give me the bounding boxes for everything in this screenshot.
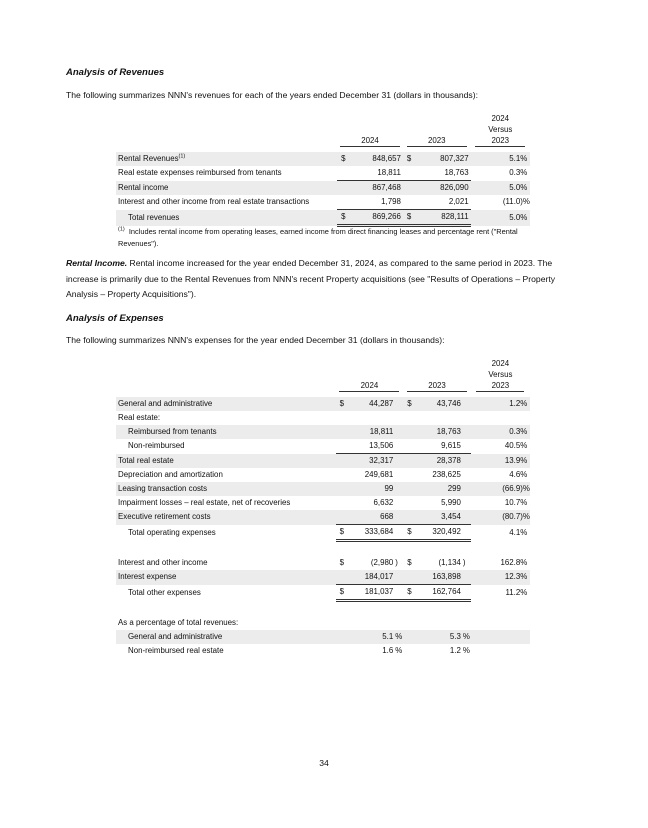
table-row <box>116 570 530 585</box>
table-row <box>116 482 530 496</box>
pct-suffix: % <box>520 587 528 597</box>
dollar-sign <box>336 616 350 630</box>
value-2023: 28,378 <box>417 454 463 469</box>
value-2024-suffix <box>395 425 403 439</box>
row-label: Real estate: <box>118 413 161 422</box>
change-pct <box>471 616 520 630</box>
row-label: Non-reimbursed real estate <box>128 646 224 655</box>
dollar-sign: $ <box>337 152 351 166</box>
value-2024 <box>350 616 396 630</box>
dollar-sign <box>403 570 417 585</box>
value-2023-suffix <box>463 510 471 525</box>
dollar-sign <box>336 570 350 585</box>
value-2023 <box>417 411 463 425</box>
value-2024: 848,657 <box>351 152 403 166</box>
value-2023: 3,454 <box>417 510 463 525</box>
pct-suffix: % <box>520 454 530 469</box>
change-pct: 5.0 <box>471 181 521 196</box>
value-2023-suffix <box>463 454 471 469</box>
value-2024-suffix <box>395 468 403 482</box>
value-2024: 184,017 <box>350 570 396 585</box>
dollar-sign: $ <box>336 525 350 541</box>
row-label: Total operating expenses <box>128 527 216 537</box>
value-2024-suffix <box>395 570 403 585</box>
pct-suffix: )% <box>520 197 530 207</box>
dollar-sign <box>336 468 350 482</box>
dollar-sign <box>403 454 417 469</box>
rev-header-change-1: 2024 <box>491 114 510 123</box>
pct-suffix: % <box>520 470 528 479</box>
revenues-footnote <box>118 226 538 249</box>
value-2023: 320,492 <box>417 525 463 541</box>
dollar-sign: $ <box>339 558 345 567</box>
pct-suffix: % <box>520 558 528 567</box>
revenues-intro: The following summarizes NNN's revenues for each of the years ended December 31 (dollars in thousands): <box>66 90 478 100</box>
change-pct: (80.7 <box>471 510 520 525</box>
dollar-sign: $ <box>403 152 417 166</box>
dollar-sign <box>336 482 350 496</box>
dollar-sign <box>336 496 350 510</box>
dollar-sign: $ <box>403 585 417 601</box>
table-row <box>116 397 530 411</box>
value-2024-suffix <box>395 525 403 541</box>
row-label: Leasing transaction costs <box>116 482 336 496</box>
pct-suffix <box>520 616 530 630</box>
row-label: General and administrative <box>116 397 336 411</box>
table-row <box>116 439 530 454</box>
change-pct: 0.3 <box>509 168 521 178</box>
page-number: 34 <box>319 758 329 768</box>
table-row <box>116 195 530 210</box>
value-2024: 1.6 <box>382 646 394 655</box>
value-2024: 18,811 <box>350 425 396 439</box>
dollar-sign: $ <box>337 210 351 226</box>
dollar-sign <box>336 439 350 454</box>
dollar-sign <box>337 195 351 210</box>
pct-suffix: )% <box>520 510 530 525</box>
dollar-sign <box>403 510 417 525</box>
pct-suffix: % <box>520 570 530 585</box>
value-2023: 1.2 <box>449 646 461 655</box>
change-pct: 5.0 <box>471 210 521 226</box>
dollar-sign <box>403 411 417 425</box>
pct-suffix <box>520 630 530 644</box>
value-2023: 43,746 <box>417 397 463 411</box>
row-label: Non-reimbursed <box>128 441 185 451</box>
dollar-sign: $ <box>403 397 417 411</box>
value-2024: 867,468 <box>351 181 403 196</box>
value-2024-suffix <box>395 616 403 630</box>
row-label: Executive retirement costs <box>116 510 336 525</box>
change-pct: 1.2 <box>471 397 520 411</box>
pct-suffix: % <box>520 168 528 178</box>
exp-header-2024: 2024 <box>336 380 404 392</box>
value-2024-suffix: % <box>395 630 403 644</box>
change-pct: (66.9 <box>471 482 520 496</box>
value-2024: 333,684 <box>350 525 396 541</box>
pct-suffix <box>520 644 530 658</box>
dollar-sign <box>403 425 417 439</box>
row-label: Total other expenses <box>128 587 201 597</box>
change-pct: 12.3 <box>471 570 520 585</box>
dollar-sign <box>337 166 351 181</box>
table-row <box>116 425 530 439</box>
dollar-sign <box>403 482 417 496</box>
value-2024: 668 <box>350 510 396 525</box>
value-2024-suffix <box>395 454 403 469</box>
value-2023 <box>417 616 463 630</box>
footnote-mark: (1) <box>118 226 125 233</box>
value-2023-suffix <box>463 525 471 541</box>
dollar-sign <box>336 411 350 425</box>
value-2023: 18,763 <box>417 425 463 439</box>
value-2024-suffix <box>395 585 403 601</box>
dollar-sign <box>403 644 417 658</box>
dollar-sign: $ <box>336 397 350 411</box>
table-row <box>116 496 530 510</box>
change-pct: 0.3 <box>471 425 520 439</box>
rev-header-2024: 2024 <box>337 135 403 147</box>
pct-suffix: % <box>520 397 530 411</box>
pct-suffix: )% <box>520 482 530 496</box>
row-label: Interest and other income <box>118 558 208 567</box>
dollar-sign <box>403 166 417 181</box>
change-pct: 11.2 <box>505 587 521 597</box>
dollar-sign <box>336 510 350 525</box>
row-label: Depreciation and amortization <box>118 470 223 479</box>
rental-income-lead: Rental Income. <box>66 258 128 268</box>
change-pct: (11.0 <box>502 197 521 207</box>
revenues-table <box>116 113 530 227</box>
rev-header-2023: 2023 <box>403 135 471 147</box>
value-2023-suffix <box>463 425 471 439</box>
value-2024-suffix <box>395 496 403 510</box>
table-row <box>116 525 530 541</box>
dollar-sign <box>403 468 417 482</box>
expenses-intro: The following summarizes NNN's expenses for the year ended December 31 (dollars in thousands): <box>66 335 445 345</box>
dollar-sign: $ <box>407 558 412 567</box>
value-2023-suffix <box>463 616 471 630</box>
rental-income-text: Rental income increased for the year ended December 31, 2024, as compared to the same period in 2023. The increase is primarily due to the Rental Revenues from NNN's recent Property acquisitions (see "Results of Operations – Property Analysis – Property Acquisitions"). <box>66 258 556 299</box>
table-row <box>116 152 530 166</box>
dollar-sign <box>403 181 417 196</box>
exp-header-change-1: 2024 <box>491 359 510 368</box>
value-2024: 32,317 <box>350 454 396 469</box>
value-2024: 869,266 <box>351 210 403 226</box>
row-label: Interest expense <box>116 570 336 585</box>
change-pct: 4.1 <box>509 527 521 537</box>
value-2024-suffix <box>395 439 403 454</box>
footnote-text: Includes rental income from operating leases, earned income from direct financing leases and percentage rent ("Rental Revenues"). <box>118 227 518 248</box>
row-label: Total revenues <box>116 210 337 226</box>
value-2023-suffix: % <box>462 646 470 655</box>
pct-suffix: % <box>520 441 528 451</box>
table-row <box>116 644 530 658</box>
value-2023: 163,898 <box>417 570 463 585</box>
change-pct <box>471 411 520 425</box>
value-2023-suffix: % <box>463 630 471 644</box>
value-2023: 2,021 <box>417 195 471 210</box>
table-row-total <box>116 210 530 226</box>
value-2023: 18,763 <box>417 166 471 181</box>
value-2023-suffix <box>463 468 471 482</box>
value-2024: 181,037 <box>350 585 396 601</box>
value-2024-suffix <box>395 411 403 425</box>
rev-header-change-2: Versus <box>488 125 513 134</box>
row-label: Impairment losses – real estate, net of recoveries <box>118 498 291 507</box>
value-2024-suffix <box>395 482 403 496</box>
value-2023-suffix <box>463 570 471 585</box>
change-pct: 4.6 <box>509 470 521 479</box>
value-2024-suffix: % <box>395 646 403 655</box>
table-row <box>116 616 530 630</box>
exp-header-2023: 2023 <box>403 380 471 392</box>
value-2024: 249,681 <box>364 470 394 479</box>
value-2024: 6,632 <box>373 498 394 507</box>
value-2023-suffix <box>463 496 471 510</box>
value-2023-suffix <box>463 482 471 496</box>
value-2024-suffix <box>395 510 403 525</box>
dollar-sign <box>336 425 350 439</box>
value-2023-suffix <box>463 397 471 411</box>
value-2024: 44,287 <box>350 397 396 411</box>
rental-income-paragraph <box>66 256 586 303</box>
value-2024: 1,798 <box>351 195 403 210</box>
change-pct <box>471 630 520 644</box>
value-2024: 99 <box>350 482 396 496</box>
table-row <box>116 454 530 469</box>
change-pct: 162.8 <box>500 558 521 567</box>
dollar-sign: $ <box>403 525 417 541</box>
row-label: Real estate expenses reimbursed from tenants <box>118 168 282 178</box>
value-2024: (2,980 <box>370 558 394 567</box>
pct-suffix: % <box>520 181 530 196</box>
table-row <box>116 510 530 525</box>
value-2023-suffix: ) <box>462 558 466 567</box>
value-2024: 5.1 <box>350 630 396 644</box>
value-2023: 828,111 <box>417 210 471 226</box>
expenses-table <box>116 358 530 658</box>
exp-header-change-2: Versus <box>488 370 513 379</box>
dollar-sign <box>336 630 350 644</box>
value-2023: 9,615 <box>417 439 463 454</box>
dollar-sign <box>403 630 417 644</box>
dollar-sign <box>403 439 417 454</box>
row-label: Total real estate <box>116 454 336 469</box>
row-label: Interest and other income from real estate transactions <box>118 197 310 207</box>
value-2024-suffix <box>395 397 403 411</box>
table-row <box>116 468 530 482</box>
pct-suffix <box>520 411 530 425</box>
value-2024: 13,506 <box>350 439 396 454</box>
dollar-sign <box>336 644 350 658</box>
dollar-sign: $ <box>403 210 417 226</box>
table-row <box>116 585 530 601</box>
value-2024-suffix: ) <box>395 558 398 567</box>
change-pct: 13.9 <box>471 454 520 469</box>
value-2023: 299 <box>417 482 463 496</box>
dollar-sign <box>336 454 350 469</box>
dollar-sign <box>337 181 351 196</box>
table-row <box>116 181 530 196</box>
value-2023: 5,990 <box>441 498 461 507</box>
value-2023: 238,625 <box>432 470 461 479</box>
exp-header-change-3: 2023 <box>471 380 530 392</box>
value-2023: 807,327 <box>417 152 471 166</box>
value-2023: 162,764 <box>417 585 463 601</box>
rev-header-change-3: 2023 <box>471 135 530 147</box>
pct-suffix: % <box>520 527 528 537</box>
dollar-sign <box>403 616 417 630</box>
pct-suffix: % <box>520 425 530 439</box>
pct-suffix: % <box>520 152 530 166</box>
dollar-sign <box>403 496 417 510</box>
row-label: General and administrative <box>116 630 336 644</box>
value-2023: (1,134 <box>438 558 461 567</box>
value-2023: 5.3 <box>417 630 463 644</box>
value-2023: 826,090 <box>417 181 471 196</box>
row-label: As a percentage of total revenues: <box>118 618 239 627</box>
dollar-sign <box>403 195 417 210</box>
dollar-sign: $ <box>336 585 350 601</box>
expenses-heading: Analysis of Expenses <box>66 313 164 324</box>
row-label: Rental income <box>116 181 337 196</box>
change-pct <box>471 644 520 658</box>
change-pct: 40.5 <box>504 441 521 451</box>
value-2024 <box>350 411 396 425</box>
value-2023-suffix <box>463 585 471 601</box>
row-label: Reimbursed from tenants <box>116 425 336 439</box>
table-row <box>116 166 530 181</box>
row-label: Rental Revenues$^{(1)}$ <box>116 152 337 166</box>
pct-suffix: % <box>520 498 528 507</box>
value-2024: 18,811 <box>351 166 403 181</box>
value-2023-suffix <box>463 439 471 454</box>
revenues-heading: Analysis of Revenues <box>66 67 165 78</box>
change-pct: 5.1 <box>471 152 521 166</box>
change-pct: 10.7 <box>504 498 521 507</box>
table-row <box>116 630 530 644</box>
table-row <box>116 411 530 425</box>
pct-suffix: % <box>520 210 530 226</box>
value-2023-suffix <box>463 411 471 425</box>
table-row <box>116 556 530 570</box>
